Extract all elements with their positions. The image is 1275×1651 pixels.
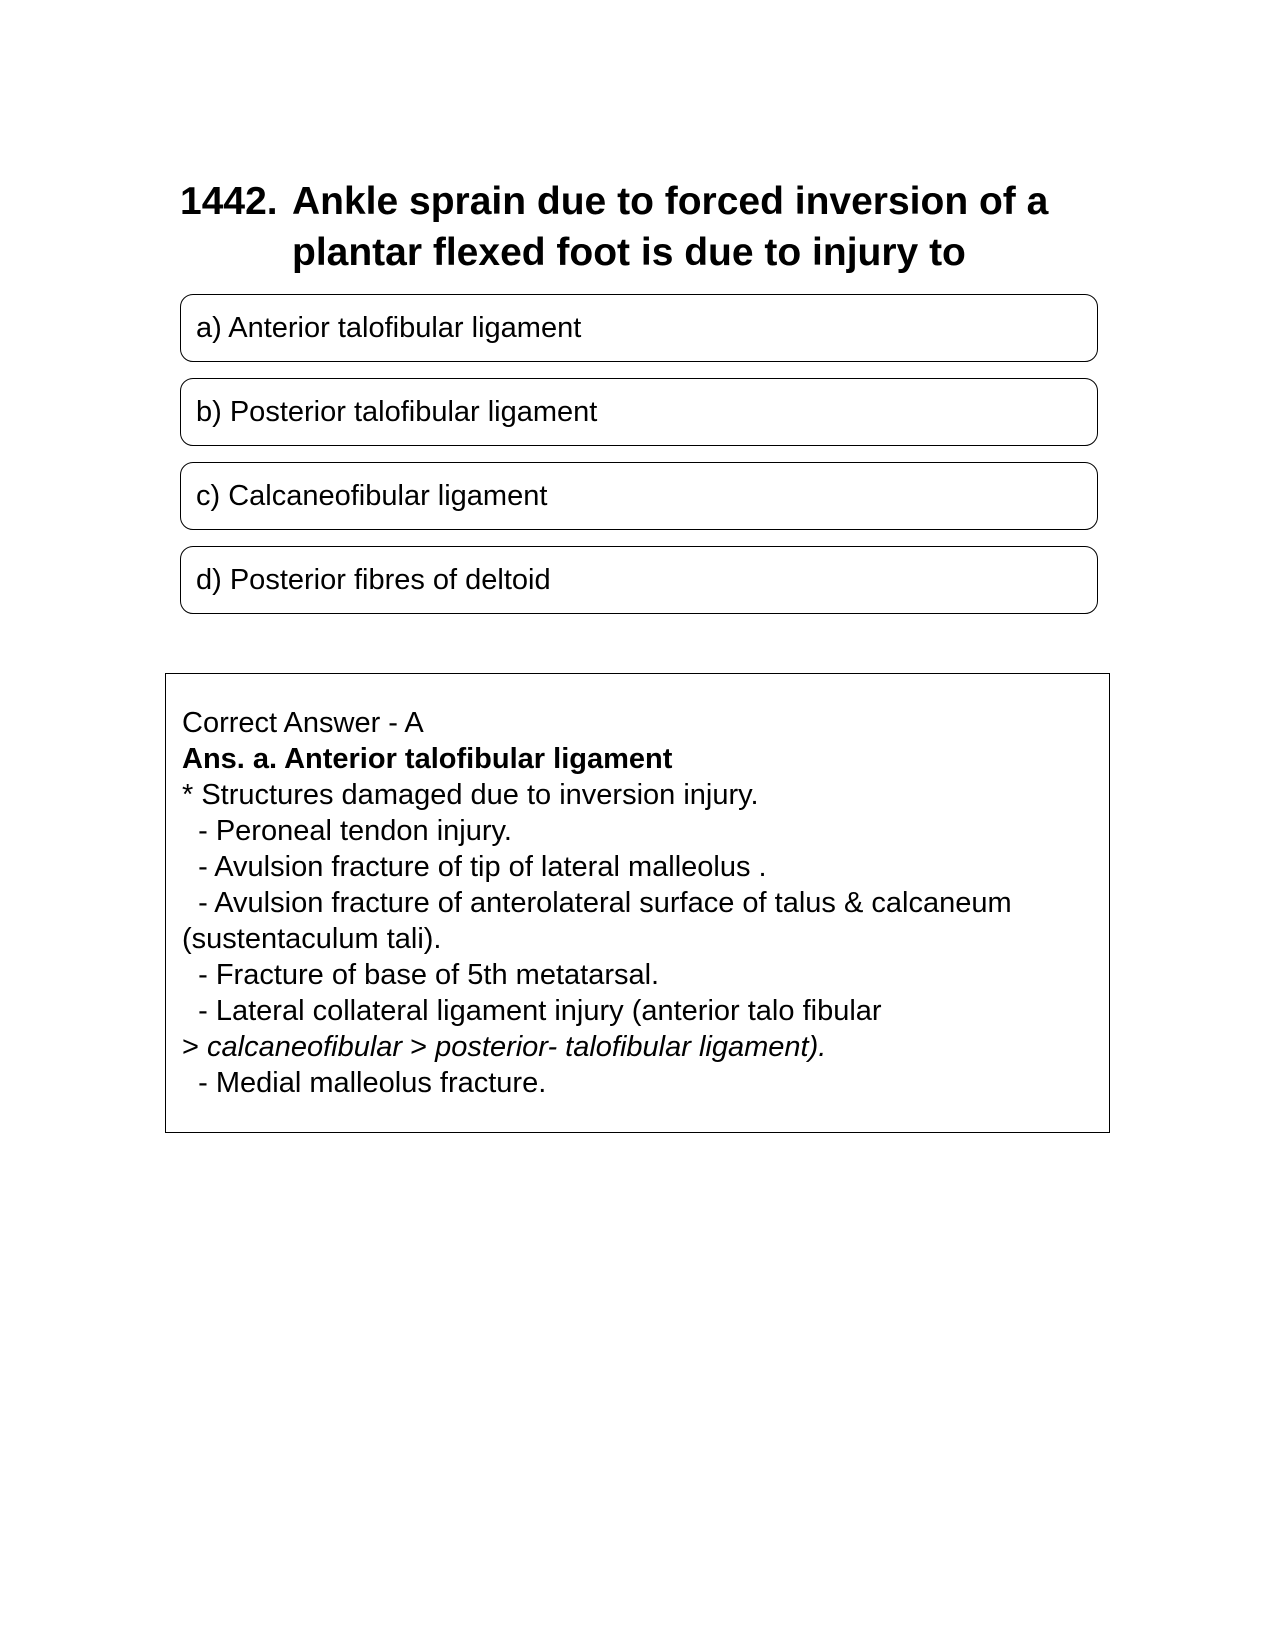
explanation-intro: * Structures damaged due to inversion injury. [182,779,759,811]
italic-text: posterior- talofibular ligament). [435,1031,827,1063]
answer-heading: Ans. a. Anterior talofibular ligament [182,743,673,775]
greater-than-symbol: > [402,1031,436,1063]
option-c[interactable]: c) Calcaneofibular ligament [180,462,1098,530]
option-d[interactable]: d) Posterior fibres of deltoid [180,546,1098,614]
greater-than-symbol: > [182,1031,207,1063]
explanation-item: - Fracture of base of 5th metatarsal. [182,959,660,991]
correct-answer-line: Correct Answer - A [182,707,424,739]
option-b[interactable]: b) Posterior talofibular ligament [180,378,1098,446]
question-number: 1442. [180,180,278,223]
explanation-item: - Avulsion fracture of tip of lateral malleolus . [182,851,767,883]
explanation-item: - Peroneal tendon injury. [182,815,512,847]
answer-explanation-box [165,673,1110,1133]
question-text: Ankle sprain due to forced inversion of a plantar flexed foot is due to injury to [292,180,1049,274]
options-list [180,294,1098,630]
question [180,176,1100,278]
explanation-item: - Avulsion fracture of anterolateral surface of talus & calcaneum (sustentaculum tali). [182,887,1020,955]
explanation-item: - Lateral collateral ligament injury (anterior talo fibular [182,995,882,1027]
italic-text: calcaneofibular [207,1031,403,1063]
explanation-item-continued [182,1029,1093,1065]
explanation-item: - Medial malleolus fracture. [182,1067,547,1099]
option-a[interactable]: a) Anterior talofibular ligament [180,294,1098,362]
